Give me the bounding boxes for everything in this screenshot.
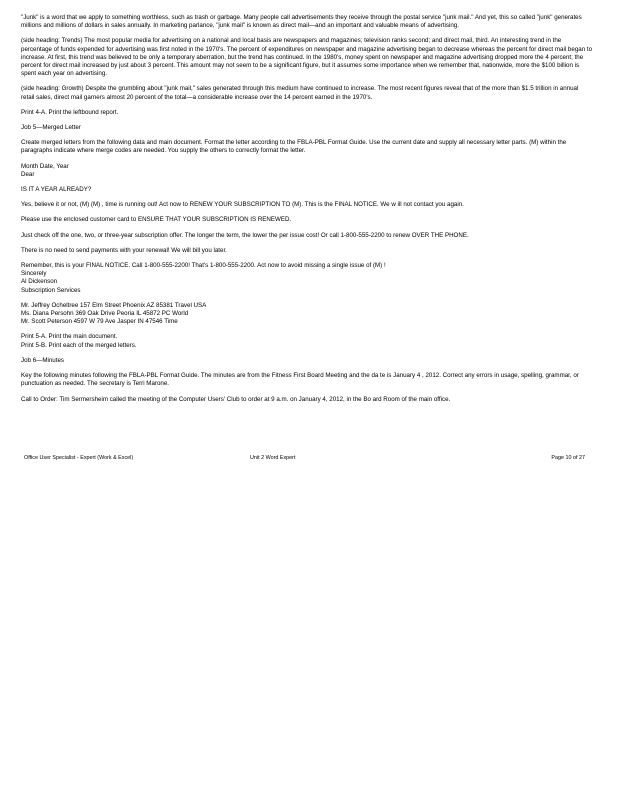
letter-closing: Sincerely <box>21 270 47 278</box>
job6-instructions: Key the following minutes following the FBLA-PBL Format Guide. The minutes are from the Fitness First Board Meeting and the da te is January 4 , 2012. Correct any errors in usage, spelling, grammar, or punctuation as needed. The secretary is Terri Marone. <box>21 372 579 388</box>
footer-page-number: Page 10 of 27 <box>551 455 585 461</box>
print-5a-instruction: Print 5-A. Print the main document. <box>21 333 118 341</box>
minutes-call-to-order: Call to Order: Tim Sermersheim called the meeting of the Computer Users' Club to order at 9 a.m. on January 4, 2012, in the Bo ard Room of the main office. <box>21 395 451 403</box>
letter-paragraph-yes: Yes, believe it or not, (M) (M) , time is running out! Act now to RENEW YOUR SUBSCRIPTION TO (M). This is the FINAL NOTICE. We w ill not contact you again. <box>21 201 464 209</box>
job5-instructions: Create merged letters from the following data and main document. Format the letter according to the FBLA-PBL Format Guide. Use the current date and supply all necessary letter parts. (M) within the paragraphs indicate where merge codes are needed. You supply the others to correctly format the letter. <box>21 139 567 155</box>
merge-record-1: Mr. Jeffrey Ocheltree 157 Elm Street Phoenix AZ 85381 Travel USA <box>21 301 207 309</box>
page-footer <box>21 453 593 463</box>
letter-subject-line: IS IT A YEAR ALREADY? <box>21 186 92 194</box>
letter-paragraph-no-need: There is no need to send payments with your renewal! We will bill you later. <box>21 246 227 254</box>
letter-paragraph-remember: Remember, this is your FINAL NOTICE. Call 1-800-555-2200! That's 1-800-555-2200. Act now to avoid missing a single issue of (M) ! <box>21 262 386 270</box>
job5-heading: Job 5—Merged Letter <box>21 124 81 132</box>
letter-salutation: Dear <box>21 170 35 178</box>
letter-signer: Al Dickenson <box>21 278 58 286</box>
footer-course-title: Office User Specialist - Expert (Work & Excel) <box>24 455 134 461</box>
merge-record-2: Ms. Diana Persohn 369 Oak Drive Peoria IL 45872 PC World <box>21 310 189 318</box>
letter-paragraph-check: Just check off the one, two, or three-year subscription offer. The longer the term, the lower the per issue cost! Or call 1-800-555-2200 to renew OVER THE PHONE. <box>21 231 469 239</box>
letter-department: Subscription Services <box>21 286 81 294</box>
letter-date-line: Month Date, Year <box>21 162 69 170</box>
footer-unit-label: Unit 2 Word Expert <box>250 455 296 461</box>
letter-paragraph-please: Please use the enclosed customer card to ENSURE THAT YOUR SUBSCRIPTION IS RENEWED. <box>21 216 292 224</box>
paragraph-junk-intro: "Junk" is a word that we apply to something worthless, such as trash or garbage. Many people call advertisements they receive through the postal service "junk mail." And yet, this so called "junk" generates millions and millions of dollars in sales annually. In marketing parlance, "junk mail" is known as direct mail—and an important and valuable means of advertising. <box>21 14 582 30</box>
merge-record-3: Mr. Scott Peterson 4597 W 79 Ave Jasper IN 47546 Time <box>21 318 178 326</box>
job6-heading: Job 6—Minutes <box>21 356 64 364</box>
paragraph-trends: (side heading: Trends) The most popular media for advertising on a national and local basis are newspapers and magazines; television ranks second; and direct mail, third. An interesting trend in the percentage of funds expended for advertising was first noted in the 1970's. The percent of expenditures on newspaper and magazine advertising began to decrease whereas the percent for direct mail began to increase. At first, this trend was believed to be only a temporary aberration, but the trend has continued. In the 1980's, money spent on newspaper and magazine advertising dropped more the 4 percent; the percent for direct mail increased by just about 3 percent. This amount may not seem to be a significant figure, but it assumes some importance when we remember that, nationwide, more the $100 billion is spent each year on advertising. <box>21 37 593 78</box>
document-page <box>21 14 593 411</box>
paragraph-growth: (side heading: Growth) Despite the grumbling about "junk mail," sales generated through this medium have continued to increase. The most recent figures reveal that of the more than $1.5 trillion in annual retail sales, direct mail garners almost 20 percent of the total—a considerable increase over the 14 percent earned in the 1970's. <box>21 85 579 101</box>
print-5b-instruction: Print 5-B. Print each of the merged letters. <box>21 341 137 349</box>
print-4a-instruction: Print 4-A. Print the leftbound report. <box>21 108 119 116</box>
